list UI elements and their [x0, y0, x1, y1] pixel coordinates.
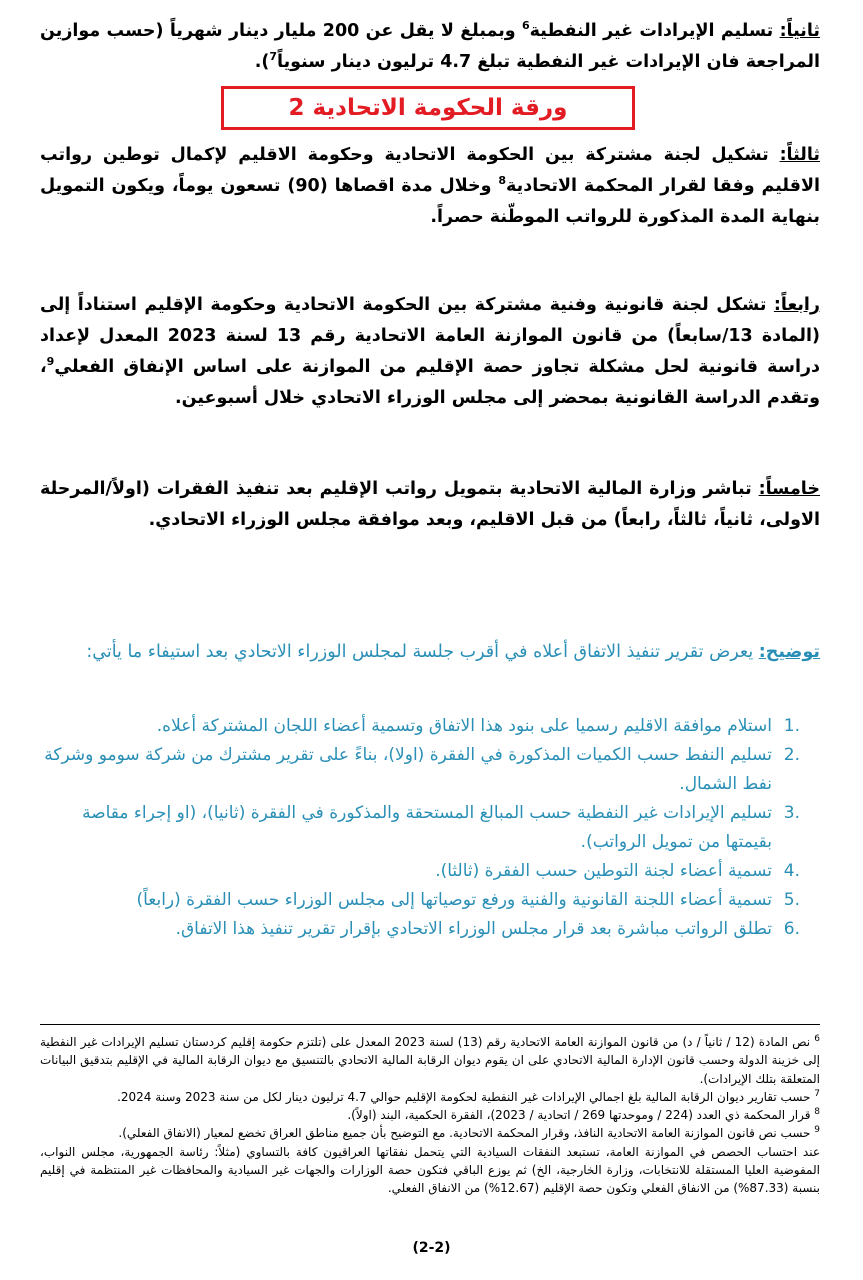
list-item-text: تسليم النفط حسب الكميات المذكورة في الفقرة (اولا)، بناءً على تقرير مشترك من شركة سومو وشركة نفط الشمال.	[44, 745, 772, 794]
footnote-8-marker: 8	[814, 1107, 820, 1118]
footnote-ref-9[interactable]: 9	[46, 355, 55, 369]
page-title: ورقة الحكومة الاتحادية 2	[221, 86, 635, 130]
footnote-9-text: حسب نص قانون الموازنة العامة الاتحادية النافذ، وقرار المحكمة الاتحادية. مع التوضيح بأن جميع مناطق العراق تخضع لمعيار (الانفاق الفعلي).	[118, 1126, 815, 1141]
footnote-8-text: قرار المحكمة ذي العدد (224 / وموحدتها 269 / اتحادية / 2023)، الفقرة الحكمية، البند (اولاً).	[347, 1108, 815, 1123]
clarification-list	[40, 712, 800, 944]
list-item-text: تسليم الإيرادات غير النفطية حسب المبالغ المستحقة والمذكورة في الفقرة (ثانيا)، (او إجراء مقاصة بقيمتها من تمويل الرواتب).	[82, 803, 772, 852]
footnote-9-continued: عند احتساب الحصص في الموازنة العامة، تستبعد النفقات السيادية التي يتحمل نفقاتها العراقيون كافة بالتساوي (مثلاً: رئاسة الجمهورية، مجلس النواب، المفوضية العليا المستقلة للانتخابات، وزارة الخارجية، الخ) ثم يوزع الباقي فتكون حصة الوزارات والجهات غير السيادية والمحافظات غير المنتظمة في إقليم بنسبة (87.33%) من الانفاق الفعلي وتكون حصة الإقليم (12.67%) من الانفاق الفعلي.	[40, 1144, 820, 1196]
paragraph-third-text-a: تشكيل لجنة مشتركة بين الحكومة الاتحادية وحكومة الاقليم لإكمال توطين رواتب الاقليم وفقا لقرار المحكمة الاتحادية	[40, 145, 820, 196]
clarification-lead: توضيح:	[758, 642, 820, 662]
list-item-text: تطلق الرواتب مباشرة بعد قرار مجلس الوزراء الاتحادي بإقرار تقرير تنفيذ هذا الاتفاق.	[175, 919, 772, 939]
paragraph-second-lead: ثانياً:	[779, 21, 820, 41]
paragraph-second-text-a: تسليم الإيرادات غير النفطية	[529, 21, 780, 41]
clarification-text: يعرض تقرير تنفيذ الاتفاق أعلاه في أقرب جلسة لمجلس الوزراء الاتحادي بعد استيفاء ما يأتي:	[86, 642, 759, 662]
list-item	[40, 712, 800, 741]
footnotes	[40, 1033, 820, 1198]
paragraph-second-text-b: وبمبلغ لا يقل عن 200 مليار دينار شهرياً (حسب موازين المراجعة فان الإيرادات غير النفطية تبلغ 4.7 ترليون دينار سنوياً	[40, 21, 820, 72]
list-item-number: .1	[783, 716, 800, 736]
paragraph-fourth-lead: رابعاً:	[773, 295, 820, 315]
paragraph-third	[40, 140, 820, 233]
paragraph-fourth-text-b: ، وتقدم الدراسة القانونية بمحضر إلى مجلس الوزراء الاتحادي خلال أسبوعين.	[40, 357, 820, 408]
paragraph-fifth-text: تباشر وزارة المالية الاتحادية بتمويل رواتب الإقليم بعد تنفيذ الفقرات (اولاً/المرحلة الاولى، ثانياً، ثالثاً، رابعاً) من قبل الاقليم، وبعد موافقة مجلس الوزراء الاتحادي.	[40, 479, 820, 530]
paragraph-third-text-b: وخلال مدة اقصاها (90) تسعون يوماً، ويكون التمويل بنهاية المدة المذكورة للرواتب الموطّنة حصراً.	[40, 176, 820, 227]
footnote-6-text: نص المادة (12 / ثانياً / د) من قانون الموازنة العامة الاتحادية رقم (13) لسنة 2023 المعدل على (تلتزم حكومة إقليم كردستان تسليم الإيرادات غير النفطية إلى خزينة الدولة وحسب قانون الإدارة المالية الاتحادي على ان يقوم ديوان الرقابة المالية الاتحادي بالتنسيق مع ديوان الرقابة المالية في الإقليم بتدقيق البيانات المتعلقة بتلك الإيرادات).	[40, 1035, 820, 1086]
footnote-9-marker: 9	[814, 1125, 820, 1136]
paragraph-fifth-lead: خامساً:	[758, 479, 820, 499]
list-item-text: تسمية أعضاء اللجنة القانونية والفنية ورفع توصياتها إلى مجلس الوزراء حسب الفقرة (رابعاً)	[136, 890, 772, 910]
footnote-8	[40, 1106, 820, 1124]
footnote-7-marker: 7	[814, 1088, 820, 1099]
paragraph-second	[40, 16, 820, 78]
list-item-number: .3	[783, 803, 800, 823]
footnote-9	[40, 1124, 820, 1142]
paragraph-fourth-text-a: تشكل لجنة قانونية وفنية مشتركة بين الحكومة الاتحادية وحكومة الإقليم استناداً إلى (المادة 13/سابعاً) من قانون الموازنة العامة الاتحادية رقم 13 لسنة 2023 المعدل لإعداد دراسة قانونية لحل مشكلة تجاوز حصة الإقليم من الموازنة على اساس الإنفاق الفعلي	[40, 295, 821, 377]
clarification-paragraph	[40, 637, 820, 668]
page-number: (2-2)	[412, 1240, 451, 1256]
footnote-6-marker: 6	[814, 1034, 820, 1044]
footnote-7-text: حسب تقارير ديوان الرقابة المالية بلغ اجمالي الإيرادات غير النفطية لحكومة الإقليم حوالي 4.7 ترليون دينار لكل من سنة 2023 وسنة 2024.	[117, 1089, 815, 1104]
list-item-number: .2	[783, 745, 800, 765]
list-item-number: .5	[783, 890, 800, 910]
list-item-text: استلام موافقة الاقليم رسميا على بنود هذا الاتفاق وتسمية أعضاء اللجان المشتركة أعلاه.	[156, 716, 772, 736]
list-item-text: تسمية أعضاء لجنة التوطين حسب الفقرة (ثالثا).	[435, 861, 772, 881]
list-item	[40, 886, 800, 915]
footnote-ref-7[interactable]: 7	[269, 50, 278, 64]
footnote-ref-8[interactable]: 8	[498, 174, 507, 188]
list-item	[40, 915, 800, 944]
list-item	[40, 799, 800, 857]
paragraph-fourth	[40, 290, 820, 414]
list-item-number: .4	[783, 861, 800, 881]
list-item-number: .6	[783, 919, 800, 939]
footnote-separator	[40, 1024, 820, 1025]
list-item	[40, 741, 800, 799]
footnote-7	[40, 1088, 820, 1106]
footnote-ref-6[interactable]: 6	[521, 19, 530, 33]
paragraph-third-lead: ثالثاً:	[779, 145, 820, 165]
footnote-6	[40, 1033, 820, 1088]
paragraph-fifth	[40, 474, 820, 536]
list-item	[40, 857, 800, 886]
paragraph-second-text-c: ).	[254, 52, 270, 72]
